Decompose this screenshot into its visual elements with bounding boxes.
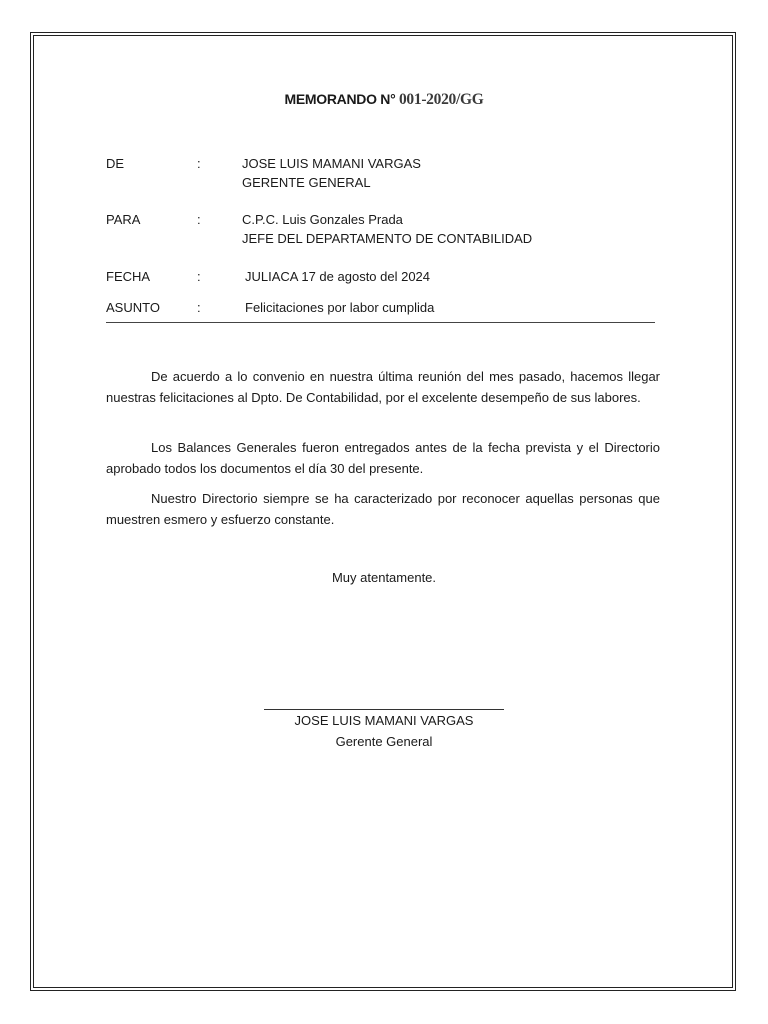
memo-title (0, 91, 768, 109)
closing-text: Muy atentamente. (331, 570, 437, 585)
signature-name: JOSE LUIS MAMANI VARGAS (294, 713, 474, 728)
header-label-para: PARA (106, 212, 141, 227)
signature-line (264, 709, 504, 710)
header-value-fecha: JULIACA 17 de agosto del 2024 (245, 269, 431, 284)
header-colon: : (197, 212, 201, 227)
header-label-asunto: ASUNTO (106, 300, 160, 315)
memo-number: 001-2020/GG (398, 91, 484, 108)
memo-title-prefix: MEMORANDO N° (284, 91, 396, 107)
recipient-position: JEFE DEL DEPARTAMENTO DE CONTABILIDAD (242, 231, 533, 246)
sender-name: JOSE LUIS MAMANI VARGAS (242, 156, 421, 171)
body-paragraph-2: Los Balances Generales fueron entregados antes de la fecha prevista y el Directorio aprobado todos los documentos el día 30 del presente. (106, 440, 660, 476)
header-value-para (242, 210, 532, 248)
body-paragraph-3: Nuestro Directorio siempre se ha caracterizado por reconocer aquellas personas que muestren esmero y esfuerzo constante. (106, 491, 660, 527)
header-colon: : (197, 269, 201, 284)
sender-position: GERENTE GENERAL (242, 175, 371, 190)
header-value-asunto: Felicitaciones por labor cumplida (245, 300, 435, 315)
header-colon: : (197, 300, 201, 315)
header-value-de (242, 154, 421, 192)
recipient-name: C.P.C. Luis Gonzales Prada (242, 212, 403, 227)
header-divider (106, 322, 655, 323)
header-colon: : (197, 156, 201, 171)
signature-role: Gerente General (335, 734, 433, 749)
header-label-de: DE (106, 156, 125, 171)
header-label-fecha: FECHA (106, 269, 151, 284)
body-paragraph-1: De acuerdo a lo convenio en nuestra última reunión del mes pasado, hacemos llegar nuestras felicitaciones al Dpto. De Contabilidad, por el excelente desempeño de sus labores. (106, 369, 660, 405)
